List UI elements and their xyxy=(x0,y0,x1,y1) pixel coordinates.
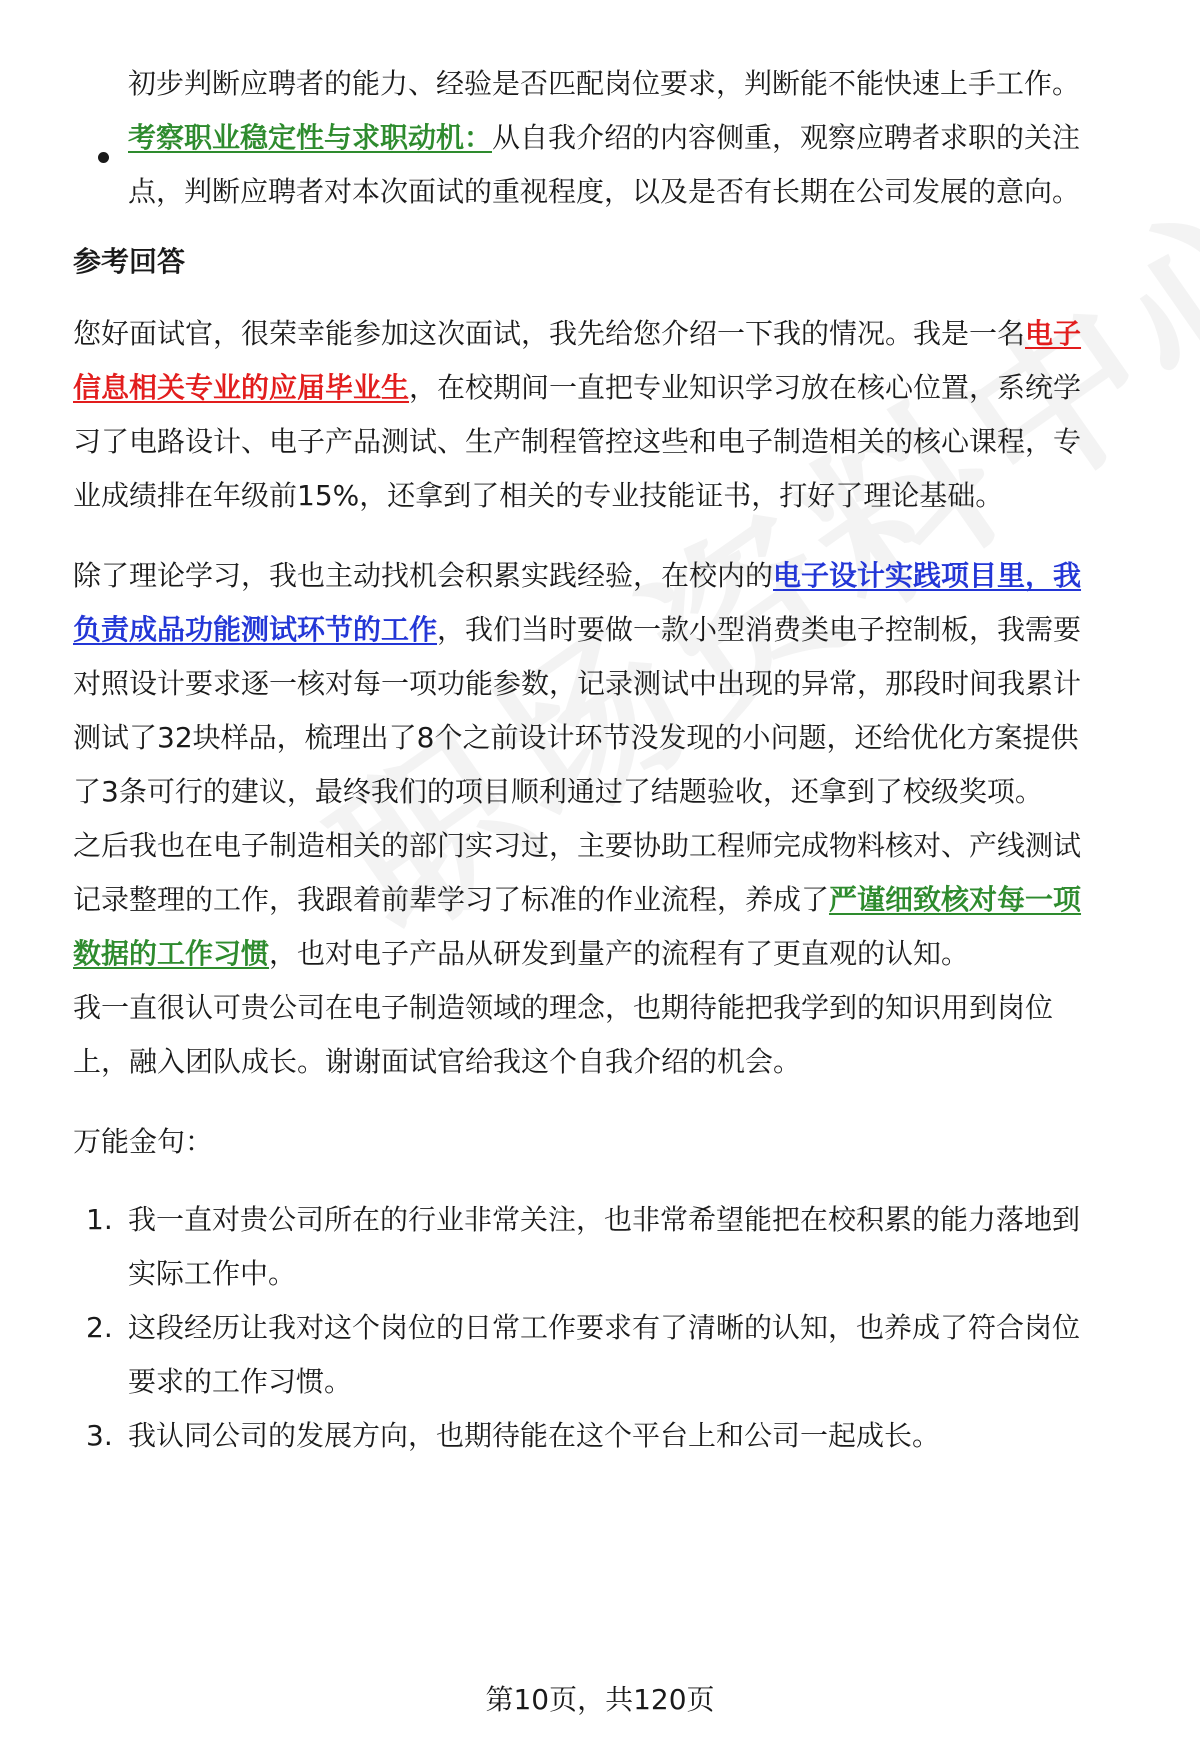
p2-line-9: 我一直很认可贵公司在电子制造领域的理念，也期待能把我学到的知识用到岗位 xyxy=(73,991,1054,1024)
p2-line-2 xyxy=(73,610,1081,650)
p2-line-8 xyxy=(73,934,969,974)
p1-line-3: 习了电路设计、电子产品测试、生产制程管控这些和电子制造相关的核心课程，专 xyxy=(73,425,1082,458)
p1-text-2: ，在校期间一直把专业知识学习放在核心位置，系统学 xyxy=(409,371,1082,404)
p1-text: 您好面试官，很荣幸能参加这次面试，我先给您介绍一下我的情况。我是一名 xyxy=(73,317,1026,350)
intro-line: 初步判断应聘者的能力、经验是否匹配岗位要求，判断能不能快速上手工作。 xyxy=(128,67,1081,100)
list-item-2: 这段经历让我对这个岗位的日常工作要求有了清晰的认知，也养成了符合岗位 xyxy=(128,1311,1081,1344)
p2-line-6: 之后我也在电子制造相关的部门实习过，主要协助工程师完成物料核对、产线测试 xyxy=(73,829,1082,862)
p1-highlight: 电子 xyxy=(1025,317,1082,350)
list-item-1: 我一直对贵公司所在的行业非常关注，也非常希望能把在校积累的能力落地到 xyxy=(128,1203,1081,1236)
p1-line-2 xyxy=(73,368,1081,408)
list-number: 3. xyxy=(86,1419,113,1452)
p2-text-8: ，也对电子产品从研发到量产的流程有了更直观的认知。 xyxy=(269,937,970,970)
bullet-line-2: 点，判断应聘者对本次面试的重视程度，以及是否有长期在公司发展的意向。 xyxy=(128,175,1081,208)
p2-line-10: 上，融入团队成长。谢谢面试官给我这个自我介绍的机会。 xyxy=(73,1045,802,1078)
p2-highlight: 电子设计实践项目里，我 xyxy=(773,559,1082,592)
p2-text-2: ，我们当时要做一款小型消费类电子控制板，我需要 xyxy=(437,613,1082,646)
p2-line-5: 了3条可行的建议，最终我们的项目顺利通过了结题验收，还拿到了校级奖项。 xyxy=(73,775,1043,808)
bullet-line xyxy=(128,118,1080,158)
p2-highlight-2: 负责成品功能测试环节的工作 xyxy=(73,613,438,646)
bullet-dot-icon xyxy=(98,152,109,163)
p1-highlight-2: 信息相关专业的应届毕业生 xyxy=(73,371,410,404)
p2-line-1 xyxy=(73,556,1081,596)
p2-highlight-4: 数据的工作习惯 xyxy=(73,937,270,970)
p1-line-4: 业成绩排在年级前15%，还拿到了相关的专业技能证书，打好了理论基础。 xyxy=(73,479,1004,512)
list-number: 1. xyxy=(86,1203,113,1236)
p1-line-1 xyxy=(73,314,1081,354)
p2-line-4: 测试了32块样品，梳理出了8个之前设计环节没发现的小问题，还给优化方案提供 xyxy=(73,721,1079,754)
page-number: 第10页，共120页 xyxy=(485,1683,715,1716)
answer-heading: 参考回答 xyxy=(73,245,186,278)
bullet-label: 考察职业稳定性与求职动机： xyxy=(128,121,493,154)
list-item-2-cont: 要求的工作习惯。 xyxy=(128,1365,353,1398)
list-item-1-cont: 实际工作中。 xyxy=(128,1257,297,1290)
p2-text-7: 记录整理的工作，我跟着前辈学习了标准的作业流程，养成了 xyxy=(73,883,830,916)
p2-line-3: 对照设计要求逐一核对每一项功能参数，记录测试中出现的异常，那段时间我累计 xyxy=(73,667,1082,700)
p2-highlight-3: 严谨细致核对每一项 xyxy=(829,883,1082,916)
p2-text: 除了理论学习，我也主动找机会积累实践经验，在校内的 xyxy=(73,559,774,592)
list-item-3: 我认同公司的发展方向，也期待能在这个平台上和公司一起成长。 xyxy=(128,1419,941,1452)
p2-line-7 xyxy=(73,880,1081,920)
bullet-text: 从自我介绍的内容侧重，观察应聘者求职的关注 xyxy=(492,121,1081,154)
list-number: 2. xyxy=(86,1311,113,1344)
golden-heading: 万能金句： xyxy=(73,1125,214,1158)
